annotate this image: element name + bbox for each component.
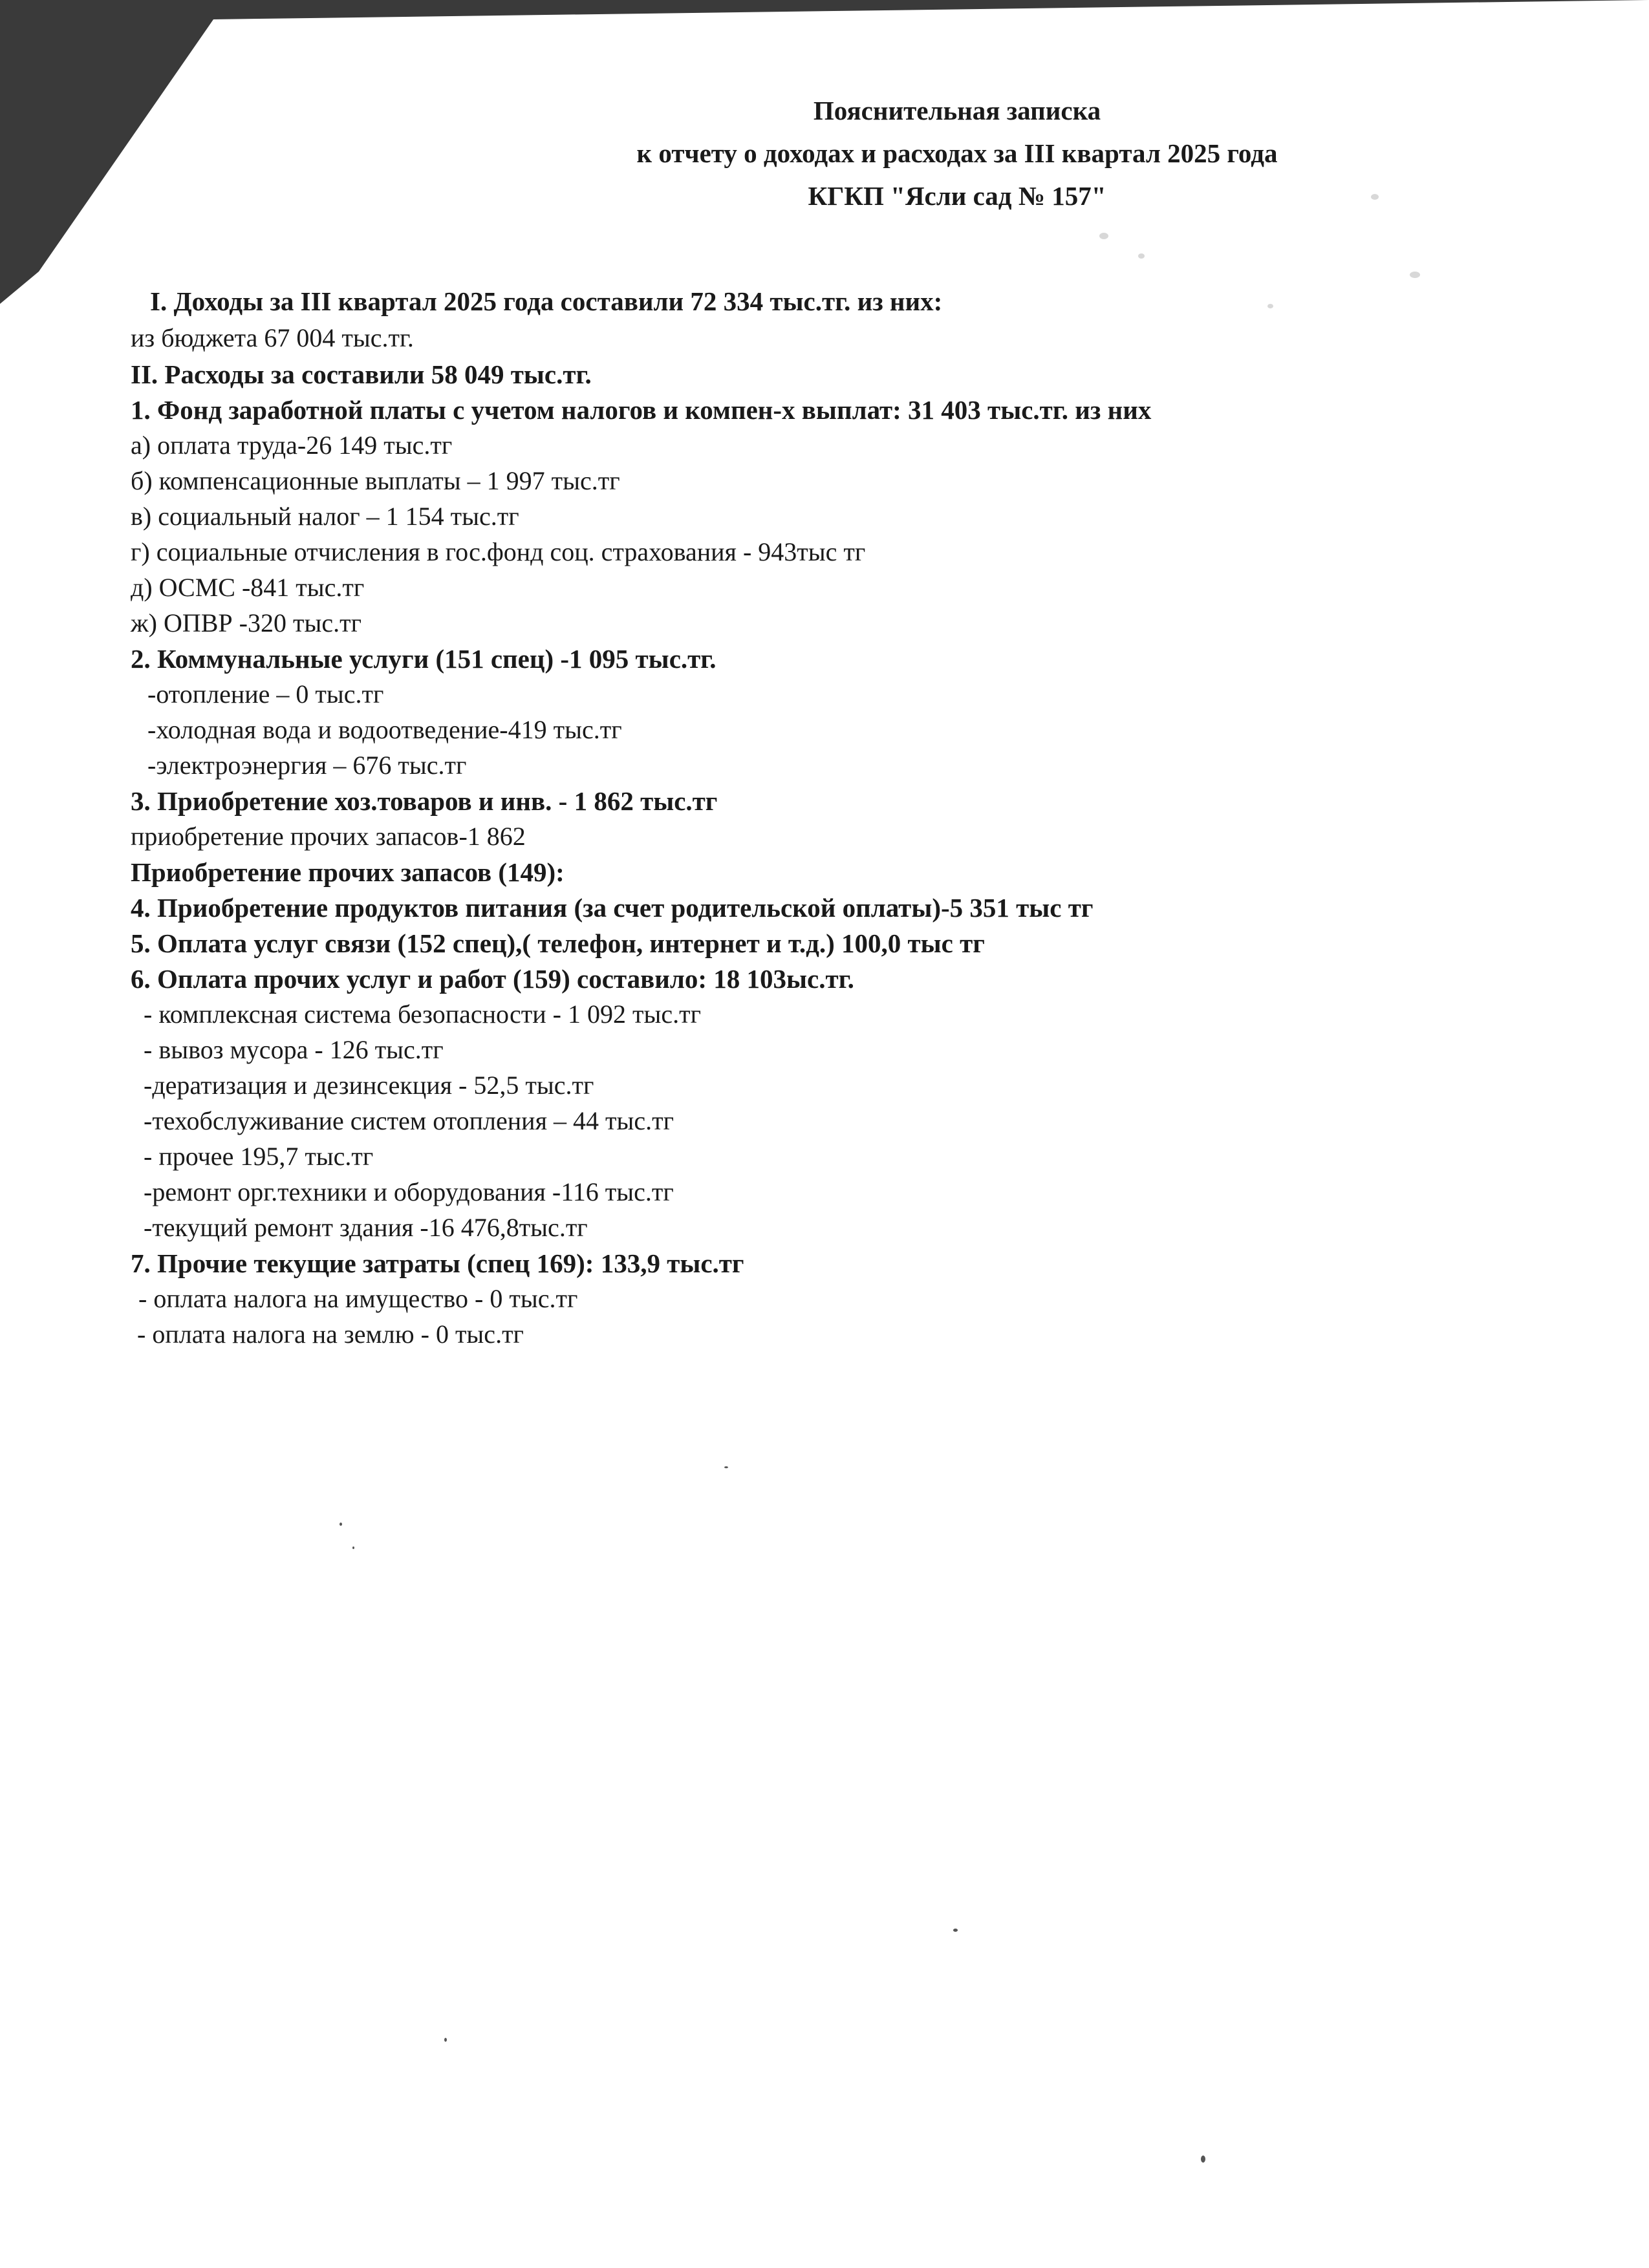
services-item-equipment-repair: -ремонт орг.техники и оборудования -116 тыс.тг — [144, 1177, 674, 1206]
title-line-1: Пояснительная записка — [813, 96, 1101, 125]
payroll-item-a: а) оплата труда-26 149 тыс.тг — [131, 431, 453, 460]
goods-heading: 3. Приобретение хоз.товаров и инв. - 1 862 тыс.тг — [131, 786, 718, 816]
scan-speck — [352, 1546, 354, 1549]
other-costs-heading: 7. Прочие текущие затраты (спец 169): 133,9 тыс.тг — [131, 1248, 744, 1278]
payroll-item-d: г) социальные отчисления в гос.фонд соц. страхования - 943тыс тг — [131, 537, 866, 566]
services-item-garbage: - вывоз мусора - 126 тыс.тг — [144, 1035, 444, 1064]
scan-speck — [1201, 2156, 1205, 2163]
scan-noise — [1410, 272, 1420, 278]
payroll-item-f: ж) ОПВР -320 тыс.тг — [131, 608, 361, 637]
utilities-item-electricity: -электроэнергия – 676 тыс.тг — [147, 751, 467, 780]
income-heading: I. Доходы за III квартал 2025 года составили 72 334 тыс.тг. из них: — [150, 286, 943, 316]
payroll-item-c: в) социальный налог – 1 154 тыс.тг — [131, 502, 519, 531]
services-item-heating-maintenance: -техобслуживание систем отопления – 44 тыс.тг — [144, 1106, 674, 1135]
expenses-heading: II. Расходы за составили 58 049 тыс.тг. — [131, 359, 592, 389]
scan-speck — [724, 1466, 728, 1468]
payroll-item-e: д) ОСМС -841 тыс.тг — [131, 573, 365, 602]
services-heading: 6. Оплата прочих услуг и работ (159) составило: 18 103ыс.тг. — [131, 964, 854, 994]
scan-speck — [339, 1523, 342, 1526]
utilities-heading: 2. Коммунальные услуги (151 спец) -1 095 тыс.тг. — [131, 644, 717, 674]
services-item-pest-control: -дератизация и дезинсекция - 52,5 тыс.тг — [144, 1071, 594, 1100]
food-heading: 4. Приобретение продуктов питания (за счет родительской оплаты)-5 351 тыс тг — [131, 893, 1094, 923]
scan-noise — [1267, 304, 1273, 308]
utilities-item-water: -холодная вода и водоотведение-419 тыс.тг — [147, 715, 622, 744]
payroll-heading: 1. Фонд заработной платы с учетом налогов и компен-х выплат: 31 403 тыс.тг. из них — [131, 395, 1152, 425]
other-costs-item-property-tax: - оплата налога на имущество - 0 тыс.тг — [138, 1284, 578, 1313]
title-line-3: КГКП "Ясли сад № 157" — [808, 181, 1106, 211]
scan-speck — [444, 2038, 447, 2042]
scan-speck — [953, 1929, 958, 1932]
communication-heading: 5. Оплата услуг связи (152 спец),( телефон, интернет и т.д.) 100,0 тыс тг — [131, 928, 985, 958]
other-supplies-heading: Приобретение прочих запасов (149): — [131, 857, 565, 887]
other-costs-item-land-tax: - оплата налога на землю - 0 тыс.тг — [137, 1320, 524, 1349]
scan-noise — [1099, 233, 1108, 239]
income-budget: из бюджета 67 004 тыс.тг. — [131, 323, 414, 352]
goods-item: приобретение прочих запасов-1 862 — [131, 822, 526, 851]
services-item-building-repair: -текущий ремонт здания -16 476,8тыс.тг — [144, 1213, 588, 1242]
scan-noise — [1371, 194, 1379, 200]
scan-noise — [1138, 253, 1145, 259]
services-item-other: - прочее 195,7 тыс.тг — [144, 1142, 374, 1171]
payroll-item-b: б) компенсационные выплаты – 1 997 тыс.тг — [131, 466, 620, 495]
services-item-security: - комплексная система безопасности - 1 092 тыс.тг — [144, 1000, 701, 1029]
title-line-2: к отчету о доходах и расходах за III квартал 2025 года — [636, 138, 1278, 168]
utilities-item-heating: -отопление – 0 тыс.тг — [147, 679, 384, 709]
